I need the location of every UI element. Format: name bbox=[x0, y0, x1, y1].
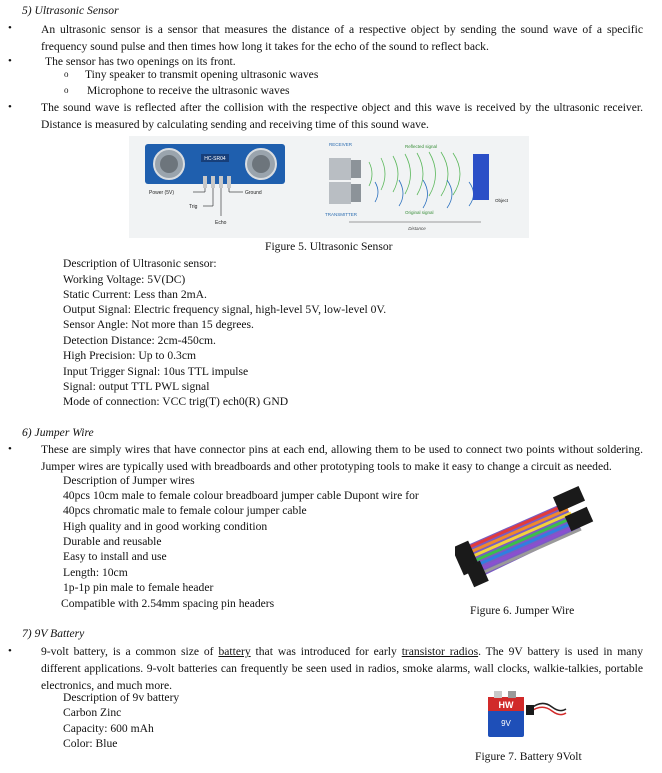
paragraph-reflection: The sound wave is reflected after the collision with the respective object and this wave is received by the ultrasonic receiver. Distance is measured by calculating sending and receiving time of this sound wave. bbox=[41, 101, 643, 131]
paragraph-two-openings: The sensor has two openings on its front. bbox=[45, 55, 236, 68]
label-object: Object bbox=[495, 198, 509, 203]
sub-item-microphone: Microphone to receive the ultrasonic waves bbox=[87, 84, 290, 97]
jumper-wire-illustration bbox=[455, 485, 597, 590]
section-5-heading: 5) Ultrasonic Sensor bbox=[22, 4, 119, 17]
terminal-positive bbox=[494, 691, 502, 698]
terminal-negative bbox=[508, 691, 516, 698]
desc-line: 40pcs 10cm male to female colour breadboard jumper cable Dupont wire for bbox=[63, 489, 419, 502]
desc-line: Detection Distance: 2cm-450cm. bbox=[63, 334, 216, 347]
desc-line: Description of Ultrasonic sensor: bbox=[63, 257, 217, 270]
figure-7-caption: Figure 7. Battery 9Volt bbox=[475, 750, 582, 763]
label-receiver: RECEIVER bbox=[329, 142, 353, 147]
desc-line: Static Current: Less than 2mA. bbox=[63, 288, 207, 301]
ultrasonic-sensor-illustration bbox=[129, 136, 529, 238]
reflected-wave bbox=[369, 152, 460, 196]
label-distance: Distance bbox=[408, 226, 426, 231]
sub-bullet: o bbox=[64, 69, 69, 79]
desc-line: Carbon Zinc bbox=[63, 706, 122, 719]
battery-figure bbox=[480, 689, 570, 741]
model-text: HC-SR04 bbox=[204, 156, 226, 162]
label-transmitter: TRANSMITTER bbox=[325, 212, 357, 217]
battery-brand: HW bbox=[498, 700, 514, 710]
transistor-radios-link[interactable]: transistor radios bbox=[401, 645, 479, 658]
desc-line: High Precision: Up to 0.3cm bbox=[63, 349, 196, 362]
desc-line: Length: 10cm bbox=[63, 566, 128, 579]
desc-line: 40pcs chromatic male to female colour jumper cable bbox=[63, 504, 307, 517]
desc-line: Description of Jumper wires bbox=[63, 474, 195, 487]
label-original-signal: Original signal bbox=[405, 210, 434, 215]
desc-line: Mode of connection: VCC trig(T) ech0(R) GND bbox=[63, 395, 289, 408]
desc-line: Output Signal: Electric frequency signal, high-level 5V, low-level 0V. bbox=[63, 303, 387, 316]
bullet: • bbox=[8, 101, 12, 113]
label-ground: Ground bbox=[245, 190, 262, 196]
section-7-heading: 7) 9V Battery bbox=[22, 627, 85, 640]
bullet: • bbox=[8, 645, 12, 657]
battery-text-2: that was introduced for early bbox=[250, 645, 402, 658]
battery-clip bbox=[526, 705, 534, 715]
section-6-heading: 6) Jumper Wire bbox=[22, 426, 94, 439]
desc-line: Durable and reusable bbox=[63, 535, 162, 548]
target-object bbox=[473, 154, 489, 200]
battery-label: 9V bbox=[501, 719, 511, 728]
jumper-wire-figure bbox=[455, 485, 597, 590]
paragraph-jumper-intro: These are simply wires that have connector pins at each end, allowing them to be used to connect two points without soldering. Jumper wires are typically used with breadboards and other prototyping tools to make it easy to change a circuit as needed. bbox=[41, 443, 643, 473]
desc-line: Easy to install and use bbox=[63, 550, 167, 563]
battery-illustration bbox=[480, 689, 570, 741]
battery-text-3: . The 9V battery is used in many different applications. 9-volt batteries can frequently be seen used in radios, smoke alarms, wall clocks, walkie-talkies, portable electronics, and much more. bbox=[41, 645, 643, 692]
paragraph-ultrasonic-intro: An ultrasonic sensor is a sensor that measures the distance of a respective object by sending the sound wave of a specific frequency sound pulse and then times how long it takes for the echo of the sound to reflect back. bbox=[41, 23, 643, 53]
desc-line: Compatible with 2.54mm spacing pin headers bbox=[61, 597, 275, 610]
sub-item-speaker: Tiny speaker to transmit opening ultrasonic waves bbox=[85, 68, 319, 81]
desc-line: 1p-1p pin male to female header bbox=[63, 581, 214, 594]
ultrasonic-sensor-figure bbox=[129, 136, 529, 238]
figure-5-caption: Figure 5. Ultrasonic Sensor bbox=[265, 240, 393, 253]
sub-bullet: o bbox=[64, 85, 69, 95]
desc-line: Color: Blue bbox=[63, 737, 118, 750]
desc-line: Signal: output TTL PWL signal bbox=[63, 380, 210, 393]
figure-6-caption: Figure 6. Jumper Wire bbox=[470, 604, 575, 617]
bullet: • bbox=[8, 443, 12, 455]
bullet: • bbox=[8, 55, 12, 67]
paragraph-battery-intro bbox=[41, 643, 643, 694]
label-power: Power (5V) bbox=[149, 190, 175, 196]
bullet: • bbox=[8, 22, 12, 34]
desc-line: Input Trigger Signal: 10us TTL impulse bbox=[63, 365, 249, 378]
label-trig: Trig bbox=[189, 204, 198, 210]
desc-line: Working Voltage: 5V(DC) bbox=[63, 273, 186, 286]
label-reflected-signal: Reflected signal bbox=[405, 144, 438, 149]
battery-text-1: 9-volt battery, is a common size of bbox=[41, 645, 219, 658]
label-echo: Echo bbox=[215, 220, 227, 226]
battery-link[interactable]: battery bbox=[218, 645, 251, 658]
desc-line: Capacity: 600 mAh bbox=[63, 722, 154, 735]
desc-line: Sensor Angle: Not more than 15 degrees. bbox=[63, 318, 254, 331]
desc-line: Description of 9v battery bbox=[63, 691, 180, 704]
desc-line: High quality and in good working condition bbox=[63, 520, 268, 533]
